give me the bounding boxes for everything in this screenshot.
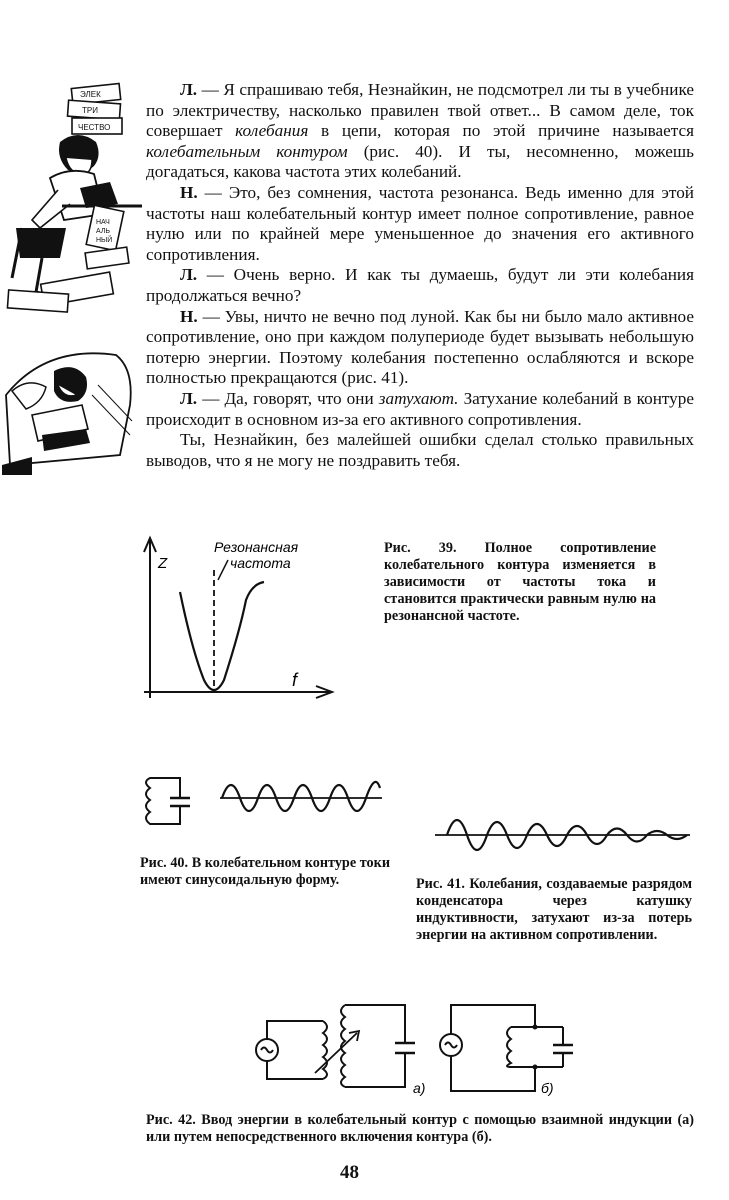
speaker-label: Н. [180,306,203,326]
fig39-caption: Рис. 39. Полное сопротивление колебательного контура изменяется в зависимости от частоты тока и становится практически равным нулю на резонансной частоте. [384,540,656,624]
dialogue-paragraph [146,80,694,183]
fig42-label-a: а) [413,1080,426,1096]
dialogue-paragraph [146,307,694,389]
dialogue-paragraph [146,265,694,306]
sine-wave [222,782,380,811]
dialogue-text-run: — Это, без сомнения, частота резонанса. Ведь именно для этой частоты наш колебательный контур имеет полное сопротивление, равное нулю или по крайней мере уменьшенное до значения его активного сопротивления. [146,182,694,264]
book-label: ЭЛЕК [80,90,101,99]
fig39-graph [140,530,340,710]
dialogue-paragraph [146,389,694,430]
emphasis-text: колебательным контуром [146,141,348,161]
fig42-circuits [245,995,595,1100]
fig42-caption: Рис. 42. Ввод энергии в колебательный контур с помощью взаимной индукции (а) или путем непосредственного включения контура (б). [146,1112,694,1145]
dialogue-text [146,80,694,471]
fig39-axis-x: f [292,670,298,690]
speaker-label: Н. [180,182,205,202]
fig39-axis-y: Z [158,555,168,572]
fig41-damped-wave [435,805,695,865]
fig42-label-b: б) [541,1080,554,1096]
book-label: ЧЕСТВО [78,123,111,132]
dialogue-text-run: Затухание колебаний в контуре происходит в основном из-за его активного сопротивления. [146,388,694,429]
fig39-label-frequency: частота [230,555,291,571]
book-label: НАЧ [96,219,110,226]
book-label: ТРИ [82,106,98,115]
impedance-curve [180,582,264,690]
dialogue-paragraph [146,183,694,265]
dialogue-text-run: (рис. 40). И ты, несомненно, можешь догадаться, какова частота этих колебаний. [146,141,694,182]
emphasis-text: затухают. [378,388,459,408]
dialogue-text-run: — Да, говорят, что они [202,388,379,408]
dialogue-text-run: — Очень верно. И как ты думаешь, будут ли эти колебания продолжаться вечно? [146,265,694,305]
dialogue-paragraph [146,430,694,471]
emphasis-text: колебания [235,121,309,141]
fig40-circuit [140,770,390,840]
book-label: АЛЬ [96,228,111,235]
book-label: НЫЙ [96,237,113,244]
illustration-student-reading [2,78,142,318]
dialogue-text-run: — Увы, ничто не вечно под луной. Как бы ни было мало активное сопротивление, оно при каждом полупериоде будет вызывать небольшую потерю энергии. Поэтому колебания постепенно ослабляются и вскоре полностью прекращаются (рис. 41). [146,306,694,388]
dialogue-text-run: — Я спрашиваю тебя, Незнайкин, не подсмотрел ли ты в учебнике по электричеству, насколько правилен твой ответ... В самом деле, ток совершает [146,80,694,141]
page-number: 48 [340,1162,359,1183]
fig39-label-resonance: Резонансная [214,539,299,555]
illustration-student-sleeping [2,335,137,475]
dialogue-text-run: в цепи, которая по этой причине называется [308,121,694,141]
speaker-label: Л. [180,80,202,99]
speaker-label: Л. [180,388,203,408]
speaker-label: Л. [180,265,207,285]
dialogue-text-run: Ты, Незнайкин, без малейшей ошибки сделал столько правильных выводов, что я не могу не поздравить тебя. [146,430,694,470]
fig41-caption: Рис. 41. Колебания, создаваемые разрядом конденсатора через катушку индуктивности, затухают из-за потерь энергии на активном сопротивлении. [416,876,692,943]
fig40-caption: Рис. 40. В колебательном контуре токи имеют синусоидальную форму. [140,855,390,888]
